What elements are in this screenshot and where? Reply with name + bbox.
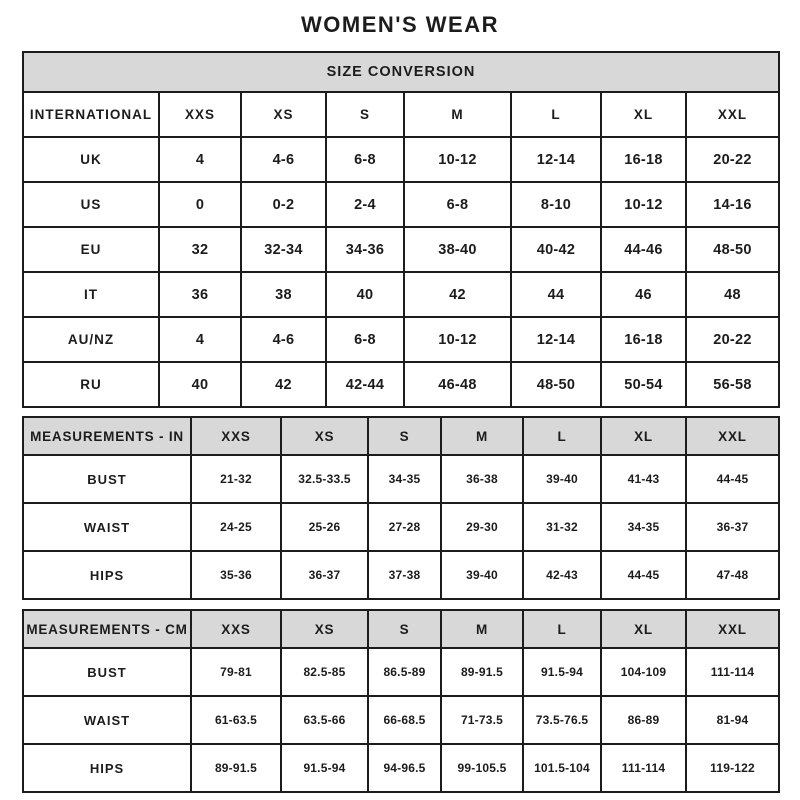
column-header-s: S [326,92,404,137]
cell: 32 [159,227,241,272]
cell: 35-36 [191,551,281,599]
cell: 61-63.5 [191,696,281,744]
cell: 48 [686,272,779,317]
table-row-uk [23,137,779,182]
cell: 21-32 [191,455,281,503]
row-label-us: US [23,182,159,227]
column-header-xl: XL [601,92,686,137]
cell: 104-109 [601,648,686,696]
cell: 32.5-33.5 [281,455,368,503]
cell: 20-22 [686,317,779,362]
table-row-it [23,272,779,317]
row-label-hips: HIPS [23,551,191,599]
size-conversion-caption-row [23,52,779,92]
column-header-xxl: XXL [686,417,779,455]
cell: 27-28 [368,503,441,551]
size-conversion-title: SIZE CONVERSION [23,52,779,92]
cell: 12-14 [511,317,601,362]
cell: 40-42 [511,227,601,272]
cell: 99-105.5 [441,744,523,792]
cell: 16-18 [601,317,686,362]
table-row-bust-cm [23,648,779,696]
cell: 47-48 [686,551,779,599]
table-row-waist-cm [23,696,779,744]
cell: 56-58 [686,362,779,407]
column-header-xs: XS [241,92,326,137]
table-row-waist-in [23,503,779,551]
cell: 10-12 [601,182,686,227]
cell: 6-8 [326,137,404,182]
cell: 36-37 [281,551,368,599]
cell: 89-91.5 [441,648,523,696]
table-row-bust-in [23,455,779,503]
cell: 71-73.5 [441,696,523,744]
cell: 86.5-89 [368,648,441,696]
cell: 38 [241,272,326,317]
cell: 36-37 [686,503,779,551]
cell: 111-114 [686,648,779,696]
cell: 46 [601,272,686,317]
cell: 91.5-94 [523,648,601,696]
cell: 119-122 [686,744,779,792]
cell: 44-46 [601,227,686,272]
column-header-xs: XS [281,610,368,648]
cell: 42-44 [326,362,404,407]
column-header-xl: XL [601,417,686,455]
column-header-l: L [511,92,601,137]
cell: 4-6 [241,317,326,362]
cell: 38-40 [404,227,511,272]
column-header-xxs: XXS [191,417,281,455]
cell: 4-6 [241,137,326,182]
cell: 40 [326,272,404,317]
cell: 4 [159,137,241,182]
cell: 40 [159,362,241,407]
row-label-aunz: AU/NZ [23,317,159,362]
cell: 0 [159,182,241,227]
cell: 86-89 [601,696,686,744]
cell: 25-26 [281,503,368,551]
table-row-aunz [23,317,779,362]
cell: 94-96.5 [368,744,441,792]
cell: 44-45 [601,551,686,599]
cell: 31-32 [523,503,601,551]
column-header-xxs: XXS [191,610,281,648]
measurements-cm-table [22,609,780,793]
cell: 24-25 [191,503,281,551]
cell: 39-40 [523,455,601,503]
row-label-ru: RU [23,362,159,407]
cell: 101.5-104 [523,744,601,792]
cell: 36-38 [441,455,523,503]
cell: 8-10 [511,182,601,227]
measurements-cm-header-row [23,610,779,648]
measurements-cm-title: MEASUREMENTS - CM [23,610,191,648]
cell: 48-50 [511,362,601,407]
cell: 34-36 [326,227,404,272]
measurements-in-header-row [23,417,779,455]
page-title: WOMEN'S WEAR [301,12,499,37]
cell: 20-22 [686,137,779,182]
cell: 14-16 [686,182,779,227]
column-header-l: L [523,610,601,648]
cell: 48-50 [686,227,779,272]
cell: 16-18 [601,137,686,182]
cell: 66-68.5 [368,696,441,744]
column-header-xs: XS [281,417,368,455]
column-header-s: S [368,417,441,455]
cell: 42 [404,272,511,317]
cell: 63.5-66 [281,696,368,744]
cell: 79-81 [191,648,281,696]
row-label-bust: BUST [23,455,191,503]
cell: 10-12 [404,317,511,362]
cell: 42 [241,362,326,407]
cell: 41-43 [601,455,686,503]
cell: 6-8 [404,182,511,227]
table-row-hips-in [23,551,779,599]
cell: 42-43 [523,551,601,599]
column-header-m: M [441,417,523,455]
size-guide-page [22,0,778,793]
row-label-it: IT [23,272,159,317]
cell: 111-114 [601,744,686,792]
cell: 39-40 [441,551,523,599]
cell: 46-48 [404,362,511,407]
cell: 29-30 [441,503,523,551]
row-label-uk: UK [23,137,159,182]
cell: 44 [511,272,601,317]
column-header-xxs: XXS [159,92,241,137]
measurements-in-table [22,416,780,600]
table-row-ru [23,362,779,407]
column-header-s: S [368,610,441,648]
column-header-xl: XL [601,610,686,648]
column-header-international: INTERNATIONAL [23,92,159,137]
cell: 2-4 [326,182,404,227]
row-label-hips: HIPS [23,744,191,792]
row-label-waist: WAIST [23,696,191,744]
cell: 10-12 [404,137,511,182]
column-header-xxl: XXL [686,92,779,137]
cell: 36 [159,272,241,317]
cell: 6-8 [326,317,404,362]
column-header-l: L [523,417,601,455]
measurements-in-title: MEASUREMENTS - IN [23,417,191,455]
row-label-eu: EU [23,227,159,272]
row-label-bust: BUST [23,648,191,696]
row-label-waist: WAIST [23,503,191,551]
cell: 34-35 [601,503,686,551]
size-conversion-table [22,51,780,408]
cell: 34-35 [368,455,441,503]
column-header-m: M [441,610,523,648]
cell: 37-38 [368,551,441,599]
cell: 32-34 [241,227,326,272]
cell: 73.5-76.5 [523,696,601,744]
table-row-us [23,182,779,227]
cell: 44-45 [686,455,779,503]
table-row-hips-cm [23,744,779,792]
cell: 0-2 [241,182,326,227]
cell: 4 [159,317,241,362]
cell: 12-14 [511,137,601,182]
table-row-eu [23,227,779,272]
column-header-m: M [404,92,511,137]
size-conversion-header-row [23,92,779,137]
cell: 50-54 [601,362,686,407]
cell: 82.5-85 [281,648,368,696]
column-header-xxl: XXL [686,610,779,648]
cell: 81-94 [686,696,779,744]
cell: 89-91.5 [191,744,281,792]
cell: 91.5-94 [281,744,368,792]
